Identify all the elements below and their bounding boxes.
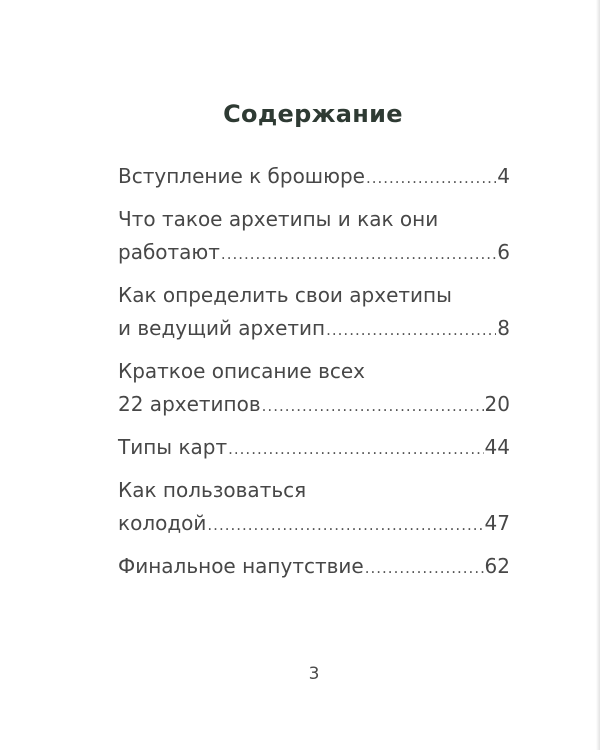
toc-dot-leader (207, 509, 483, 542)
toc-entry-title: и ведущий архетип (118, 316, 326, 340)
toc-entry-line (118, 236, 510, 271)
toc-page-number: 8 (497, 316, 510, 340)
page-number: 3 (308, 664, 320, 684)
toc-page-number: 62 (484, 554, 510, 578)
toc-page-number: 47 (484, 511, 510, 535)
toc-entry-title: Типы карт (118, 435, 228, 459)
toc-entry-line (118, 431, 510, 466)
toc-entry (118, 355, 510, 423)
toc-dot-leader (366, 162, 496, 195)
toc-entry-title: Как пользоваться (118, 478, 307, 502)
toc-page-number: 6 (497, 240, 510, 264)
toc-dot-leader (365, 552, 484, 585)
toc-entry-line (118, 203, 510, 236)
toc-page-number: 20 (484, 392, 510, 416)
toc-entry-title: Как определить свои архетипы (118, 283, 452, 307)
toc-entry-line (118, 550, 510, 585)
toc-entry-title: Вступление к брошюре (118, 164, 365, 188)
toc-entry (118, 160, 510, 195)
toc-dot-leader (326, 314, 496, 347)
toc-entry (118, 431, 510, 466)
toc-entry-line (118, 312, 510, 347)
page-title: Содержание (223, 100, 403, 128)
table-of-contents (118, 160, 510, 593)
toc-entry-title: работают (118, 240, 220, 264)
toc-dot-leader (262, 390, 484, 423)
toc-dot-leader (221, 238, 496, 271)
toc-entry (118, 203, 510, 271)
toc-page-number: 4 (497, 164, 510, 188)
toc-entry-line (118, 507, 510, 542)
toc-entry-line (118, 474, 510, 507)
toc-entry-line (118, 355, 510, 388)
toc-entry-title: колодой (118, 511, 207, 535)
toc-entry-line (118, 388, 510, 423)
toc-entry-title: Что такое архетипы и как они (118, 207, 439, 231)
toc-entry (118, 279, 510, 347)
toc-entry-title: Краткое описание всех (118, 359, 366, 383)
toc-dot-leader (228, 433, 483, 466)
toc-entry (118, 550, 510, 585)
toc-entry-line (118, 279, 510, 312)
toc-entry-title: Финальное напутствие (118, 554, 364, 578)
toc-page-number: 44 (484, 435, 510, 459)
toc-entry-title: 22 архетипов (118, 392, 261, 416)
toc-entry-line (118, 160, 510, 195)
toc-entry (118, 474, 510, 542)
